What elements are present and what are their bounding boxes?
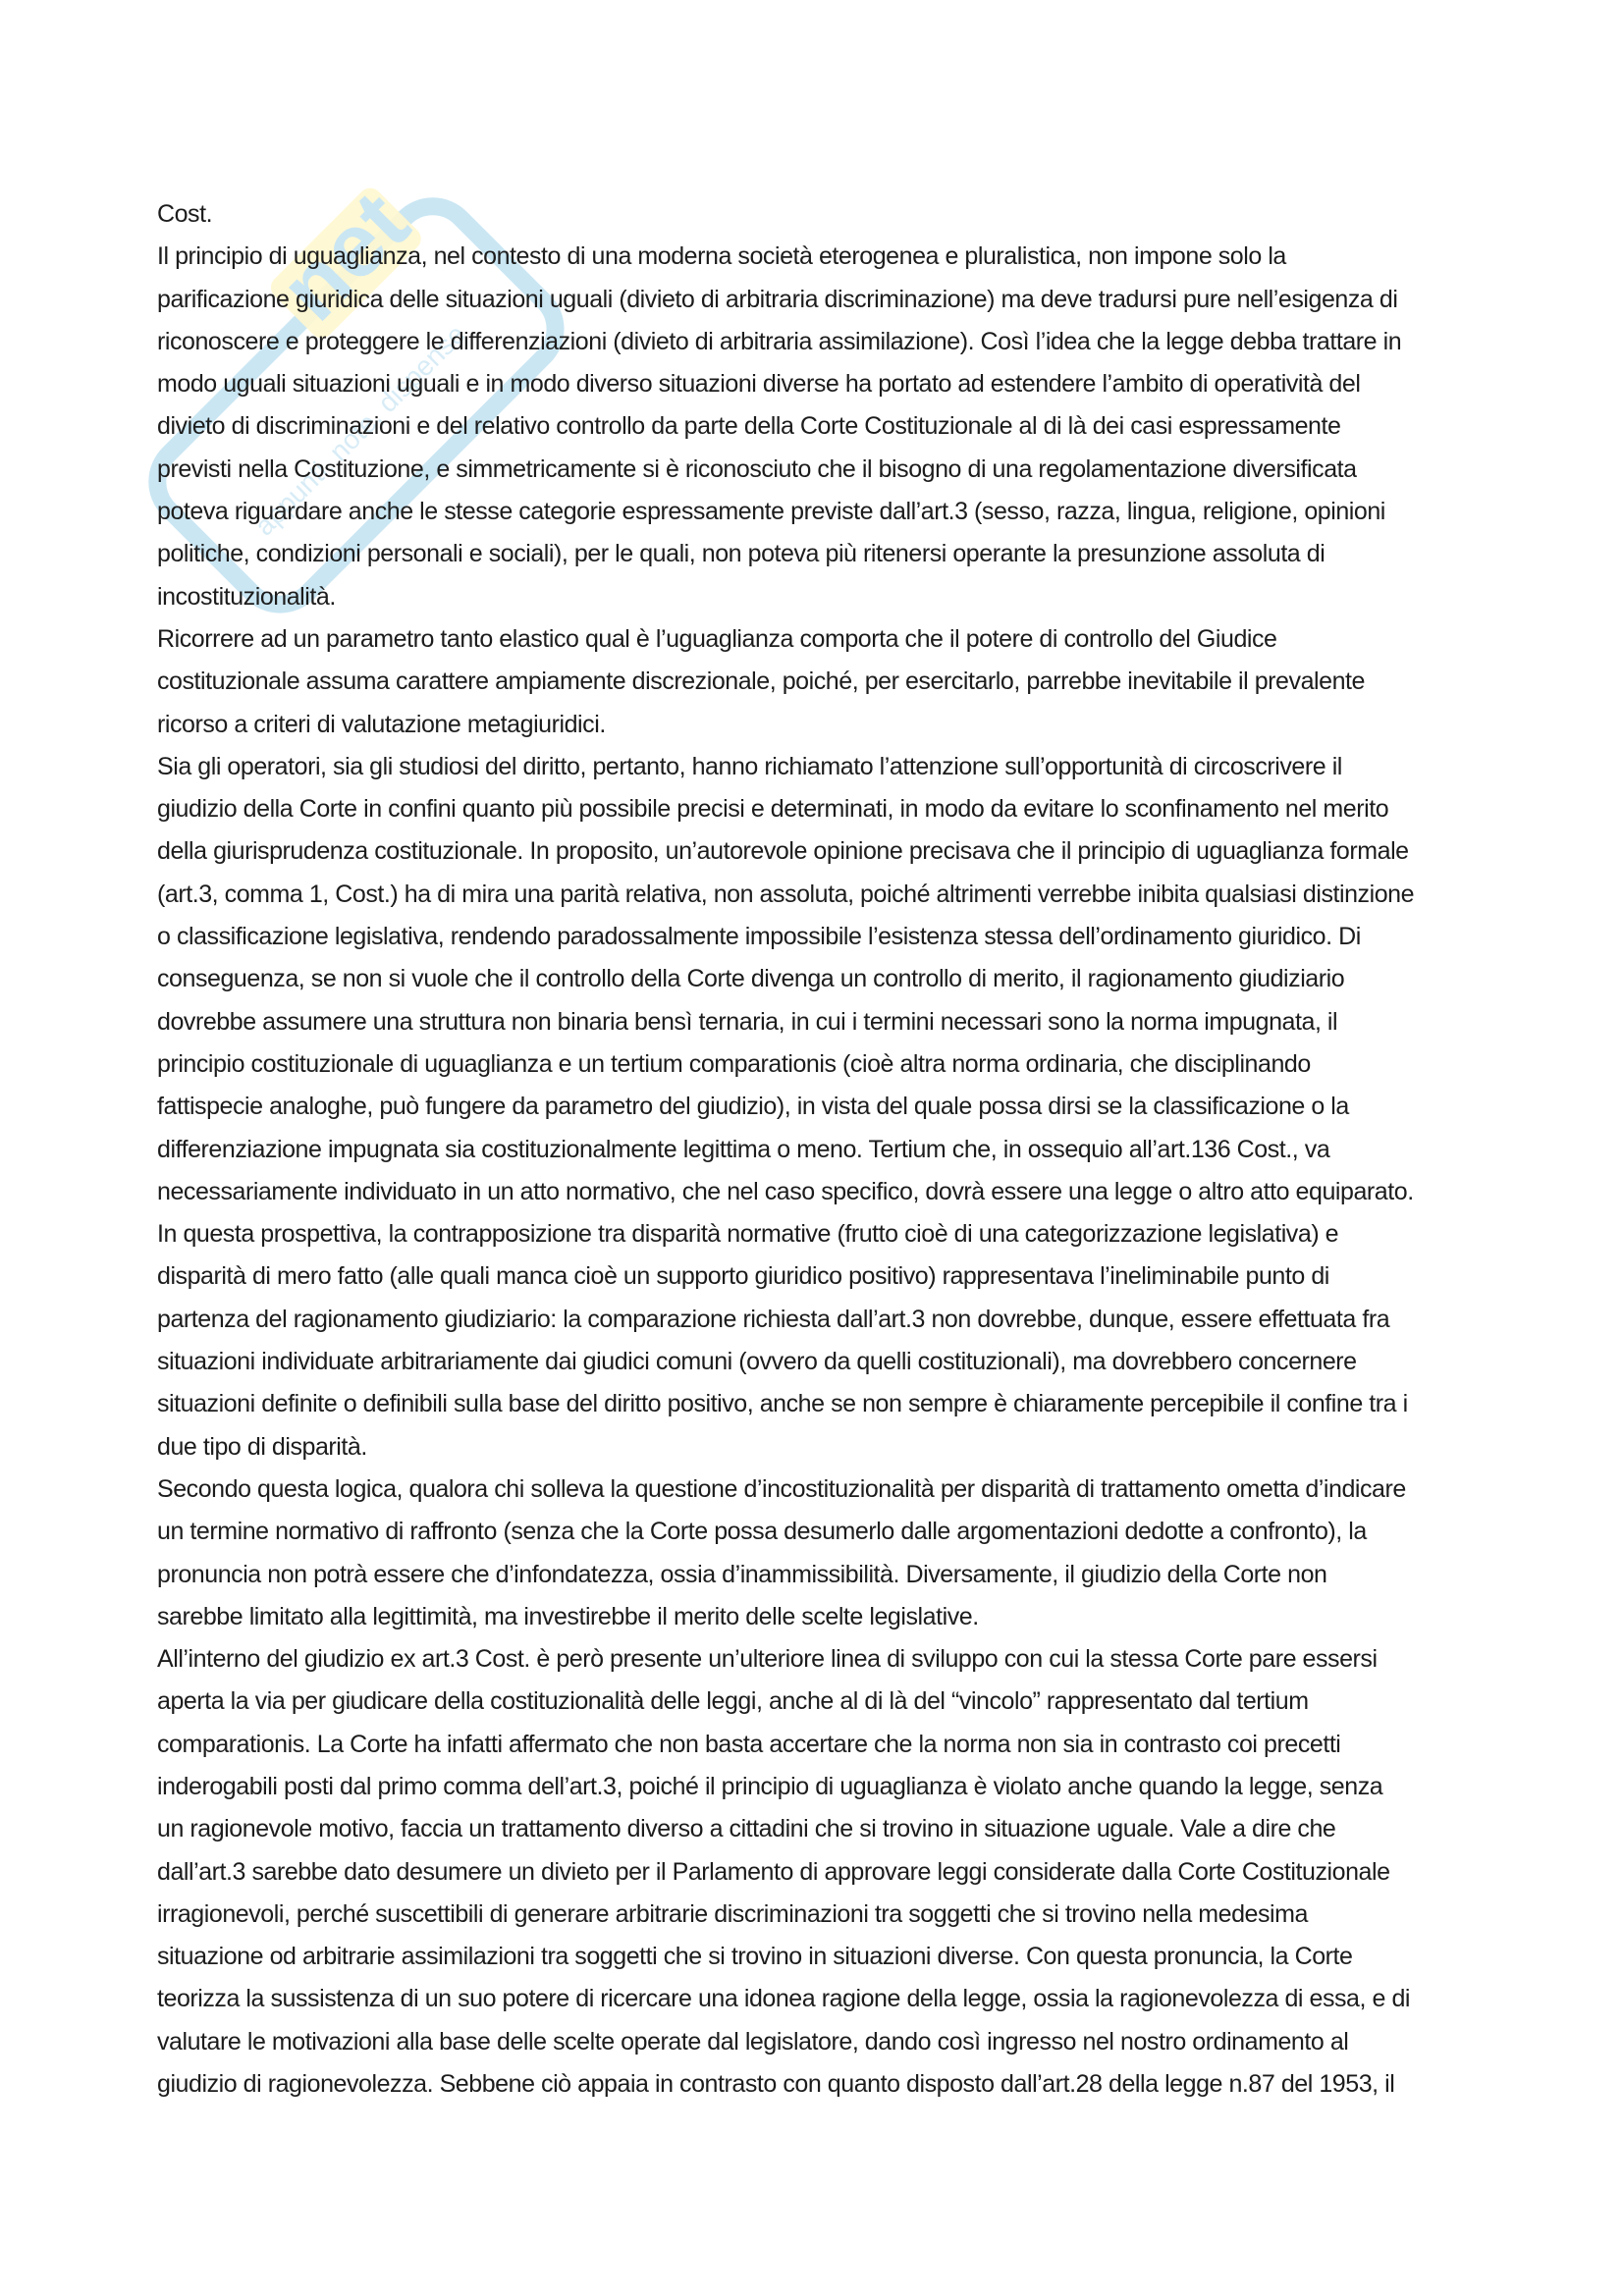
text-line: giudizio di ragionevolezza. Sebbene ciò appaia in contrasto con quanto disposto dall’art.28 della legge n.87 del 1953, il (157, 2070, 1395, 2099)
text-line: teorizza la sussistenza di un suo potere di ricercare una idonea ragione della legge, ossia la ragionevolezza di essa, e di (157, 1985, 1411, 2013)
watermark-tagline: appunti, note, dispense (248, 318, 471, 542)
text-line: poteva riguardare anche le stesse categorie espressamente previste dall’art.3 (sesso, razza, lingua, religione, opinioni (157, 498, 1385, 526)
text-line: Cost. (157, 200, 213, 228)
text-line: aperta la via per giudicare della costituzionalità delle leggi, anche al di là del “vincolo” rappresentato dal tertium (157, 1687, 1309, 1716)
text-line: Il principio di uguaglianza, nel contesto di una moderna società eterogenea e pluralistica, non impone solo la (157, 242, 1286, 271)
text-line: (art.3, comma 1, Cost.) ha di mira una parità relativa, non assoluta, poiché altrimenti verrebbe inibita qualsiasi distinzione (157, 880, 1415, 908)
text-line: incostituzionalità. (157, 582, 336, 611)
text-line: situazioni definite o definibili sulla base del diritto positivo, anche se non sempre è chiaramente percepibile il confine tra i (157, 1390, 1408, 1418)
text-line: politiche, condizioni personali e sociali), per le quali, non poteva più ritenersi operante la presunzione assoluta di (157, 540, 1325, 568)
text-line: dovrebbe assumere una struttura non binaria bensì ternaria, in cui i termini necessari sono la norma impugnata, il (157, 1007, 1338, 1036)
text-line: valutare le motivazioni alla base delle scelte operate dal legislatore, dando così ingresso nel nostro ordinamento al (157, 2027, 1349, 2056)
text-line: All’interno del giudizio ex art.3 Cost. è però presente un’ulteriore linea di sviluppo con cui la stessa Corte pare essersi (157, 1645, 1378, 1674)
text-line: Secondo questa logica, qualora chi solleva la questione d’incostituzionalità per disparità di trattamento ometta d’indicare (157, 1474, 1406, 1503)
text-line: principio costituzionale di uguaglianza e un tertium comparationis (cioè altra norma ordinaria, che disciplinando (157, 1049, 1311, 1078)
text-line: giudizio della Corte in confini quanto più possibile precisi e determinati, in modo da evitare lo sconfinamento nel merito (157, 795, 1389, 824)
text-line: riconoscere e proteggere le differenziazioni (divieto di arbitraria assimilazione). Così l’idea che la legge debba trattare in (157, 327, 1402, 355)
text-line: differenziazione impugnata sia costituzionalmente legittima o meno. Tertium che, in ossequio all’art.136 Cost., va (157, 1135, 1330, 1163)
text-line: ricorso a criteri di valutazione metagiuridici. (157, 710, 606, 738)
text-line: situazione od arbitrarie assimilazioni tra soggetti che si trovino in situazioni diverse. Con questa pronuncia, la Corte (157, 1943, 1353, 1971)
text-line: divieto di discriminazioni e del relativo controllo da parte della Corte Costituzionale al di là dei casi espressamente (157, 412, 1341, 441)
text-line: un ragionevole motivo, faccia un trattamento diverso a cittadini che si trovino in situazione uguale. Vale a dire che (157, 1815, 1336, 1843)
text-line: Ricorrere ad un parametro tanto elastico qual è l’uguaglianza comporta che il potere di controllo del Giudice (157, 624, 1277, 653)
text-line: pronuncia non potrà essere che d’infondatezza, ossia d’inammissibilità. Diversamente, il giudizio della Corte non (157, 1560, 1327, 1588)
text-line: conseguenza, se non si vuole che il controllo della Corte divenga un controllo di merito, il ragionamento giudiziario (157, 965, 1345, 993)
text-line: parificazione giuridica delle situazioni uguali (divieto di arbitraria discriminazione) ma deve tradursi pure nell’esigenza di (157, 285, 1398, 313)
text-line: modo uguali situazioni uguali e in modo diverso situazioni diverse ha portato ad estendere l’ambito di operatività del (157, 370, 1361, 399)
text-line: della giurisprudenza costituzionale. In proposito, un’autorevole opinione precisava che il principio di uguaglianza formale (157, 837, 1409, 866)
text-line: inderogabili posti dal primo comma dell’art.3, poiché il principio di uguaglianza è violato anche quando la legge, senza (157, 1772, 1383, 1800)
text-line: un termine normativo di raffronto (senza che la Corte possa desumerlo dalle argomentazioni dedotte a confronto), la (157, 1518, 1367, 1546)
text-line: previsti nella Costituzione, e simmetricamente si è riconosciuto che il bisogno di una regolamentazione diversificata (157, 454, 1357, 483)
text-line: irragionevoli, perché suscettibili di generare arbitrarie discriminazioni tra soggetti che si trovino nella medesima (157, 1899, 1308, 1928)
text-line: dall’art.3 sarebbe dato desumere un divieto per il Parlamento di approvare leggi considerate dalla Corte Costituzionale (157, 1857, 1390, 1886)
text-line: partenza del ragionamento giudiziario: la comparazione richiesta dall’art.3 non dovrebbe, dunque, essere effettuata fra (157, 1305, 1390, 1333)
text-line: disparità di mero fatto (alle quali manca cioè un supporto giuridico positivo) rappresentava l’ineliminabile punto di (157, 1262, 1329, 1291)
text-line: necessariamente individuato in un atto normativo, che nel caso specifico, dovrà essere una legge o altro atto equiparato. (157, 1177, 1414, 1205)
text-line: In questa prospettiva, la contrapposizione tra disparità normative (frutto cioè di una categorizzazione legislativa) e (157, 1220, 1339, 1249)
text-line: Sia gli operatori, sia gli studiosi del diritto, pertanto, hanno richiamato l’attenzione sull’opportunità di circoscrivere il (157, 752, 1342, 780)
document-body (157, 193, 1485, 2106)
text-line: due tipo di disparità. (157, 1432, 367, 1461)
text-line: comparationis. La Corte ha infatti affermato che non basta accertare che la norma non sia in contrasto coi precetti (157, 1730, 1341, 1758)
text-line: fattispecie analoghe, può fungere da parametro del giudizio), in vista del quale possa dirsi se la classificazione o la (157, 1093, 1349, 1121)
text-line: o classificazione legislativa, rendendo paradossalmente impossibile l’esistenza stessa dell’ordinamento giuridico. Di (157, 923, 1361, 951)
text-line: situazioni individuate arbitrariamente dai giudici comuni (ovvero da quelli costituzionali), ma dovrebbero concernere (157, 1348, 1357, 1376)
text-line: costituzionale assuma carattere ampiamente discrezionale, poiché, per esercitarlo, parrebbe inevitabile il prevalente (157, 667, 1365, 696)
text-line: sarebbe limitato alla legittimità, ma investirebbe il merito delle scelte legislative. (157, 1602, 979, 1630)
watermark-brand-text: net (261, 173, 428, 340)
